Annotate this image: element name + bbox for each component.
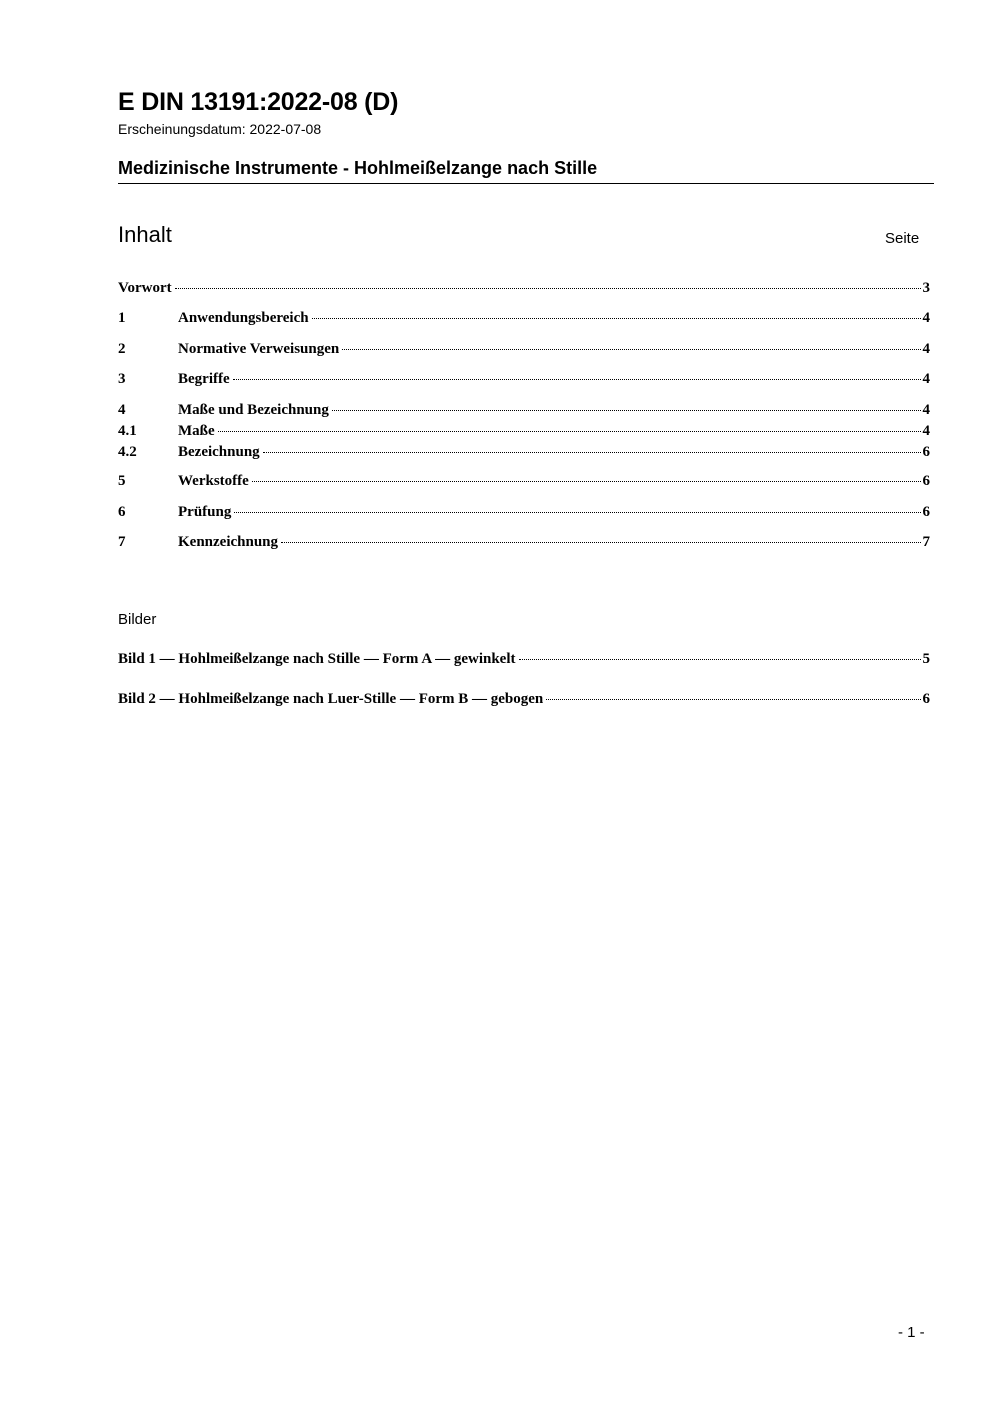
document-id: E DIN 13191:2022-08 (D) <box>118 88 399 116</box>
toc-page-column-label: Seite <box>885 230 920 247</box>
figure-entry-page: 5 <box>922 651 930 667</box>
toc-entry-2[interactable] <box>118 341 930 361</box>
toc-entry-text: Bezeichnung <box>178 444 260 460</box>
toc-entry-text: Werkstoffe <box>178 473 249 489</box>
figure-leader-dots <box>519 659 921 660</box>
toc-leader-dots <box>263 452 921 453</box>
figure-entry-1[interactable] <box>118 651 930 671</box>
toc-entry-number: 1 <box>118 310 126 326</box>
toc-entry-3[interactable] <box>118 371 930 391</box>
toc-leader-dots <box>332 410 921 411</box>
toc-entry-5[interactable] <box>118 473 930 493</box>
toc-leader-dots <box>233 379 921 380</box>
toc-entry-number: 4 <box>118 402 126 418</box>
figure-entry-page: 6 <box>922 691 930 707</box>
toc-leader-dots <box>252 481 921 482</box>
publication-date: Erscheinungsdatum: 2022-07-08 <box>118 121 322 137</box>
toc-entry-page: 4 <box>922 341 930 357</box>
toc-entry-page: 4 <box>922 402 930 418</box>
toc-entry-vorwort[interactable] <box>118 280 930 300</box>
toc-entry-text: Maße und Bezeichnung <box>178 402 329 418</box>
toc-entry-text: Vorwort <box>118 280 172 296</box>
toc-leader-dots <box>234 512 920 513</box>
figure-entry-2[interactable] <box>118 691 930 711</box>
toc-entry-text: Kennzeichnung <box>178 534 279 550</box>
toc-leader-dots <box>312 318 921 319</box>
toc-entry-4-2[interactable] <box>118 444 930 464</box>
toc-entry-page: 3 <box>922 280 930 296</box>
page-number: - 1 - <box>898 1324 925 1341</box>
toc-entry-number: 4.2 <box>118 444 137 460</box>
toc-entry-text: Normative Verweisungen <box>178 341 340 357</box>
toc-entry-number: 4.1 <box>118 423 137 439</box>
toc-entry-number: 5 <box>118 473 126 489</box>
toc-entry-number: 7 <box>118 534 126 550</box>
toc-entry-text: Prüfung <box>178 504 232 520</box>
toc-entry-page: 6 <box>922 504 930 520</box>
toc-entry-1[interactable] <box>118 310 930 330</box>
toc-entry-page: 7 <box>922 534 930 550</box>
toc-entry-6[interactable] <box>118 504 930 524</box>
figure-leader-dots <box>546 699 920 700</box>
toc-entry-page: 6 <box>922 473 930 489</box>
toc-entry-number: 3 <box>118 371 126 387</box>
toc-entry-page: 4 <box>922 310 930 326</box>
toc-entry-page: 4 <box>922 423 930 439</box>
toc-entry-number: 6 <box>118 504 126 520</box>
toc-entry-text: Maße <box>178 423 215 439</box>
toc-leader-dots <box>175 288 921 289</box>
toc-entry-4[interactable] <box>118 402 930 422</box>
toc-entry-page: 6 <box>922 444 930 460</box>
toc-entry-number: 2 <box>118 341 126 357</box>
toc-heading: Inhalt <box>118 222 172 247</box>
title-divider <box>118 183 934 184</box>
toc-leader-dots <box>281 542 920 543</box>
figures-heading: Bilder <box>118 611 157 628</box>
document-title: Medizinische Instrumente - Hohlmeißelzange nach Stille <box>118 158 598 178</box>
toc-entry-page: 4 <box>922 371 930 387</box>
toc-leader-dots <box>218 431 921 432</box>
toc-entry-4-1[interactable] <box>118 423 930 443</box>
toc-entry-text: Anwendungsbereich <box>178 310 309 326</box>
toc-entry-text: Begriffe <box>178 371 230 387</box>
figure-entry-text: Bild 2 — Hohlmeißelzange nach Luer-Stille — Form B — gebogen <box>118 691 544 707</box>
toc-entry-7[interactable] <box>118 534 930 554</box>
toc-leader-dots <box>342 349 920 350</box>
figure-entry-text: Bild 1 — Hohlmeißelzange nach Stille — Form A — gewinkelt <box>118 651 516 667</box>
